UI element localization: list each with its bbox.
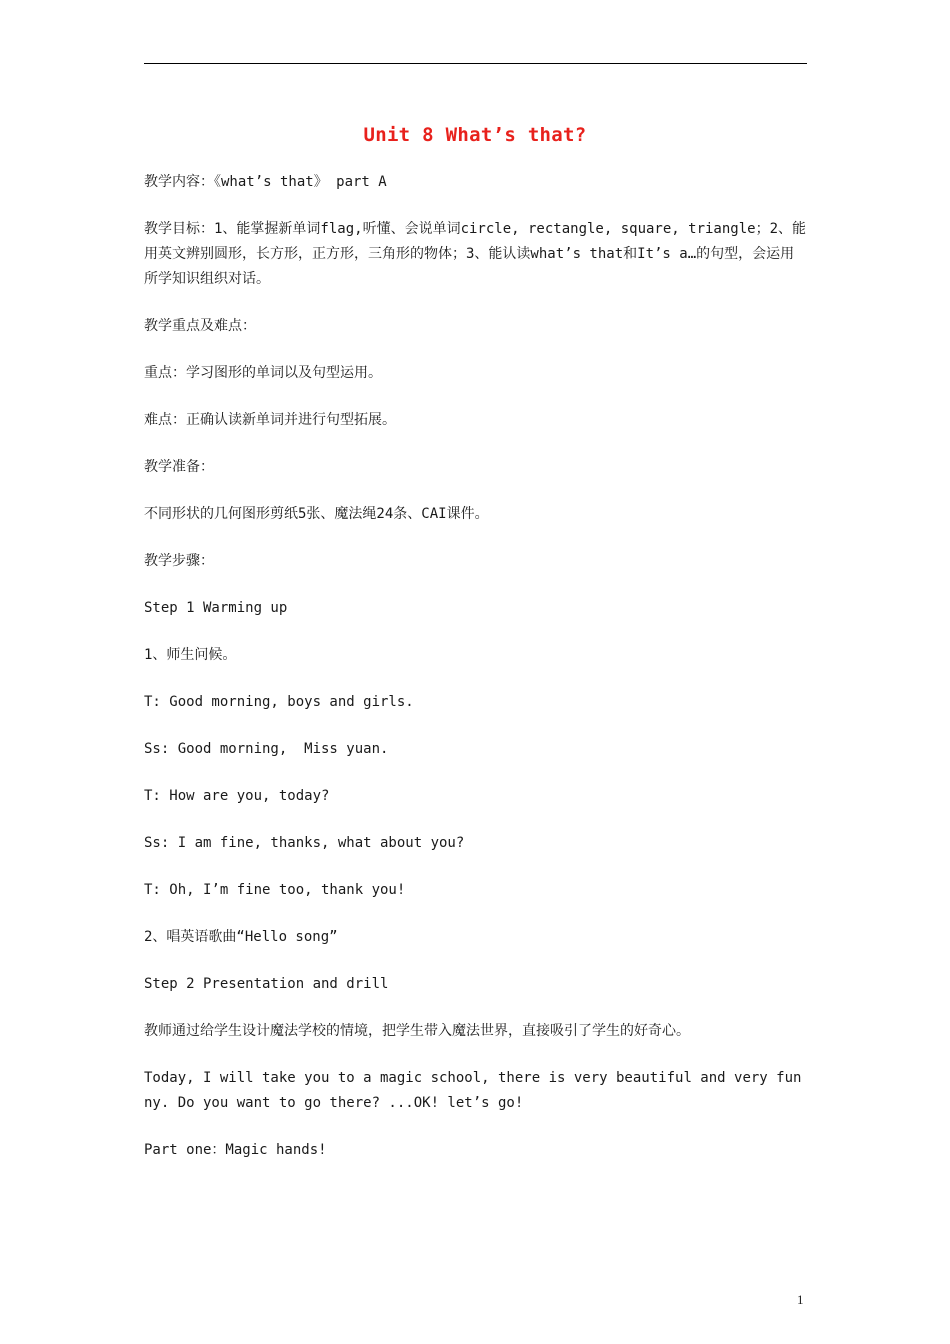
paragraph-song: 2、唱英语歌曲“Hello song” bbox=[144, 929, 338, 945]
paragraph-part-one: Part one：Magic hands! bbox=[144, 1142, 327, 1158]
dialogue-line: T: How are you, today? bbox=[144, 788, 330, 804]
paragraph-key-points-heading: 教学重点及难点： bbox=[144, 318, 256, 334]
document-title: Unit 8 What’s that? bbox=[363, 124, 587, 146]
dialogue-line: T: Good morning, boys and girls. bbox=[144, 694, 414, 710]
paragraph-greeting: 1、师生问候。 bbox=[144, 647, 237, 663]
dialogue-line: Ss: I am fine, thanks, what about you? bbox=[144, 835, 465, 851]
paragraph-preparation-heading: 教学准备： bbox=[144, 459, 214, 475]
paragraph-preparation: 不同形状的几何图形剪纸5张、魔法绳24条、CAI课件。 bbox=[144, 506, 489, 522]
paragraph-teaching-goals: 教学目标：1、能掌握新单词flag,听懂、会说单词circle, rectangle, square, triangle；2、能用英文辨别圆形，长方形，正方形，三角形的物体；3、能认读what’s that和It’s a…的句型，会运用所学知识组织对话。 bbox=[144, 221, 807, 287]
header-rule bbox=[144, 63, 807, 64]
dialogue-line: T: Oh, I’m fine too, thank you! bbox=[144, 882, 406, 898]
paragraph-magic-school-speech: Today, I will take you to a magic school, there is very beautiful and very funny. Do you want to go there? ...OK! let’s go! bbox=[144, 1070, 802, 1111]
paragraph-teaching-content: 教学内容：《what’s that》 part A bbox=[144, 174, 387, 190]
paragraph-step-2: Step 2 Presentation and drill bbox=[144, 976, 389, 992]
paragraph-magic-school-intro: 教师通过给学生设计魔法学校的情境，把学生带入魔法世界，直接吸引了学生的好奇心。 bbox=[144, 1023, 690, 1039]
paragraph-key-points: 重点：学习图形的单词以及句型运用。 bbox=[144, 365, 382, 381]
paragraph-difficulties: 难点：正确认读新单词并进行句型拓展。 bbox=[144, 412, 396, 428]
paragraph-step-1: Step 1 Warming up bbox=[144, 600, 288, 616]
dialogue-line: Ss: Good morning, Miss yuan. bbox=[144, 741, 389, 757]
document-body bbox=[144, 170, 806, 1185]
page-number: 1 bbox=[797, 1292, 804, 1307]
paragraph-steps-heading: 教学步骤： bbox=[144, 553, 214, 569]
